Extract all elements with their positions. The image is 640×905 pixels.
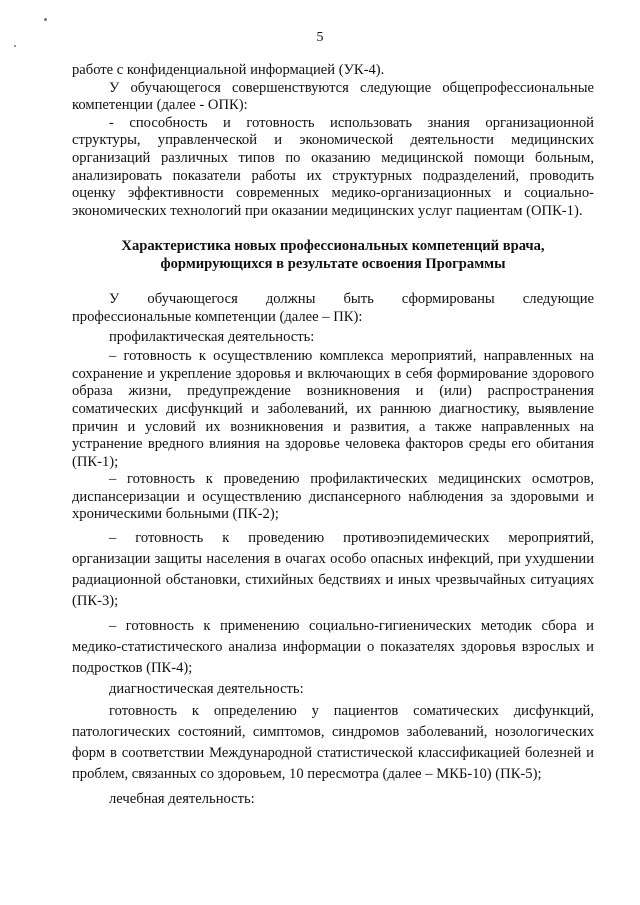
section-heading-line-2: формирующихся в результате освоения Программы <box>160 256 506 273</box>
paragraph-pk-4: – готовность к применению социально-гигиенических методик сбора и медико-статистического анализа информации о показателях здоровья взрослых и подростков (ПК-4); <box>72 618 594 677</box>
paragraph-pk-3: – готовность к проведению противоэпидемических мероприятий, организации защиты населения в очагах особо опасных инфекций, при ухудшении радиационной обстановки, стихийных бедствиях и иных чрезвычайных ситуациях (ПК-3); <box>72 530 594 610</box>
paragraph-uk4-ending: работе с конфиденциальной информацией (УК-4). <box>72 62 385 78</box>
document-body <box>72 62 594 810</box>
paragraph-opk-intro: У обучающегося совершенствуются следующие общепрофессиональные компетенции (далее - ОПК): <box>72 79 594 114</box>
scan-speck <box>44 18 47 21</box>
section-label-diagnostic: диагностическая деятельность: <box>109 681 304 698</box>
paragraph-opk-1: - способность и готовность использовать знания организационной структуры, управленческой и экономической деятельности медицинских организаций различных типов по оказанию медицинской помощи больным, анализировать показатели работы их структурных подразделений, проводить оценку эффективности современных медико-организационных и социально-экономических технологий при оказании медицинских услуг пациентам (ОПК-1). <box>72 114 594 219</box>
section-heading-line-1: Характеристика новых профессиональных компетенций врача, <box>121 238 545 255</box>
section-label-treatment: лечебная деятельность: <box>109 790 255 807</box>
section-label-preventive: профилактическая деятельность: <box>109 328 315 345</box>
paragraph-pk-2: – готовность к проведению профилактических медицинских осмотров, диспансеризации и осуществлению диспансерного наблюдения за здоровыми и хроническими больными (ПК-2); <box>72 471 594 523</box>
section-heading <box>72 237 594 273</box>
paragraph-pk-intro: У обучающегося должны быть сформированы следующие профессиональные компетенции (далее – ПК): <box>72 291 594 325</box>
page-number: 5 <box>316 30 324 45</box>
paragraph-pk-1: – готовность к осуществлению комплекса мероприятий, направленных на сохранение и укрепление здоровья и включающих в себя формирование здорового образа жизни, предупреждение возникновения и (или) распространения соматических дисфункций и заболеваний, их раннюю диагностику, выявление причин и условий их возникновения и развития, а также направленных на устранение вредного влияния на здоровье человека факторов среды его обитания (ПК-1); <box>72 348 594 470</box>
paragraph-pk-5: готовность к определению у пациентов соматических дисфункций, патологических состояний, симптомов, синдромов заболеваний, нозологических форм в соответствии Международной статистической классификацией болезней и проблем, связанных со здоровьем, 10 пересмотра (далее – МКБ-10) (ПК-5); <box>72 702 594 782</box>
